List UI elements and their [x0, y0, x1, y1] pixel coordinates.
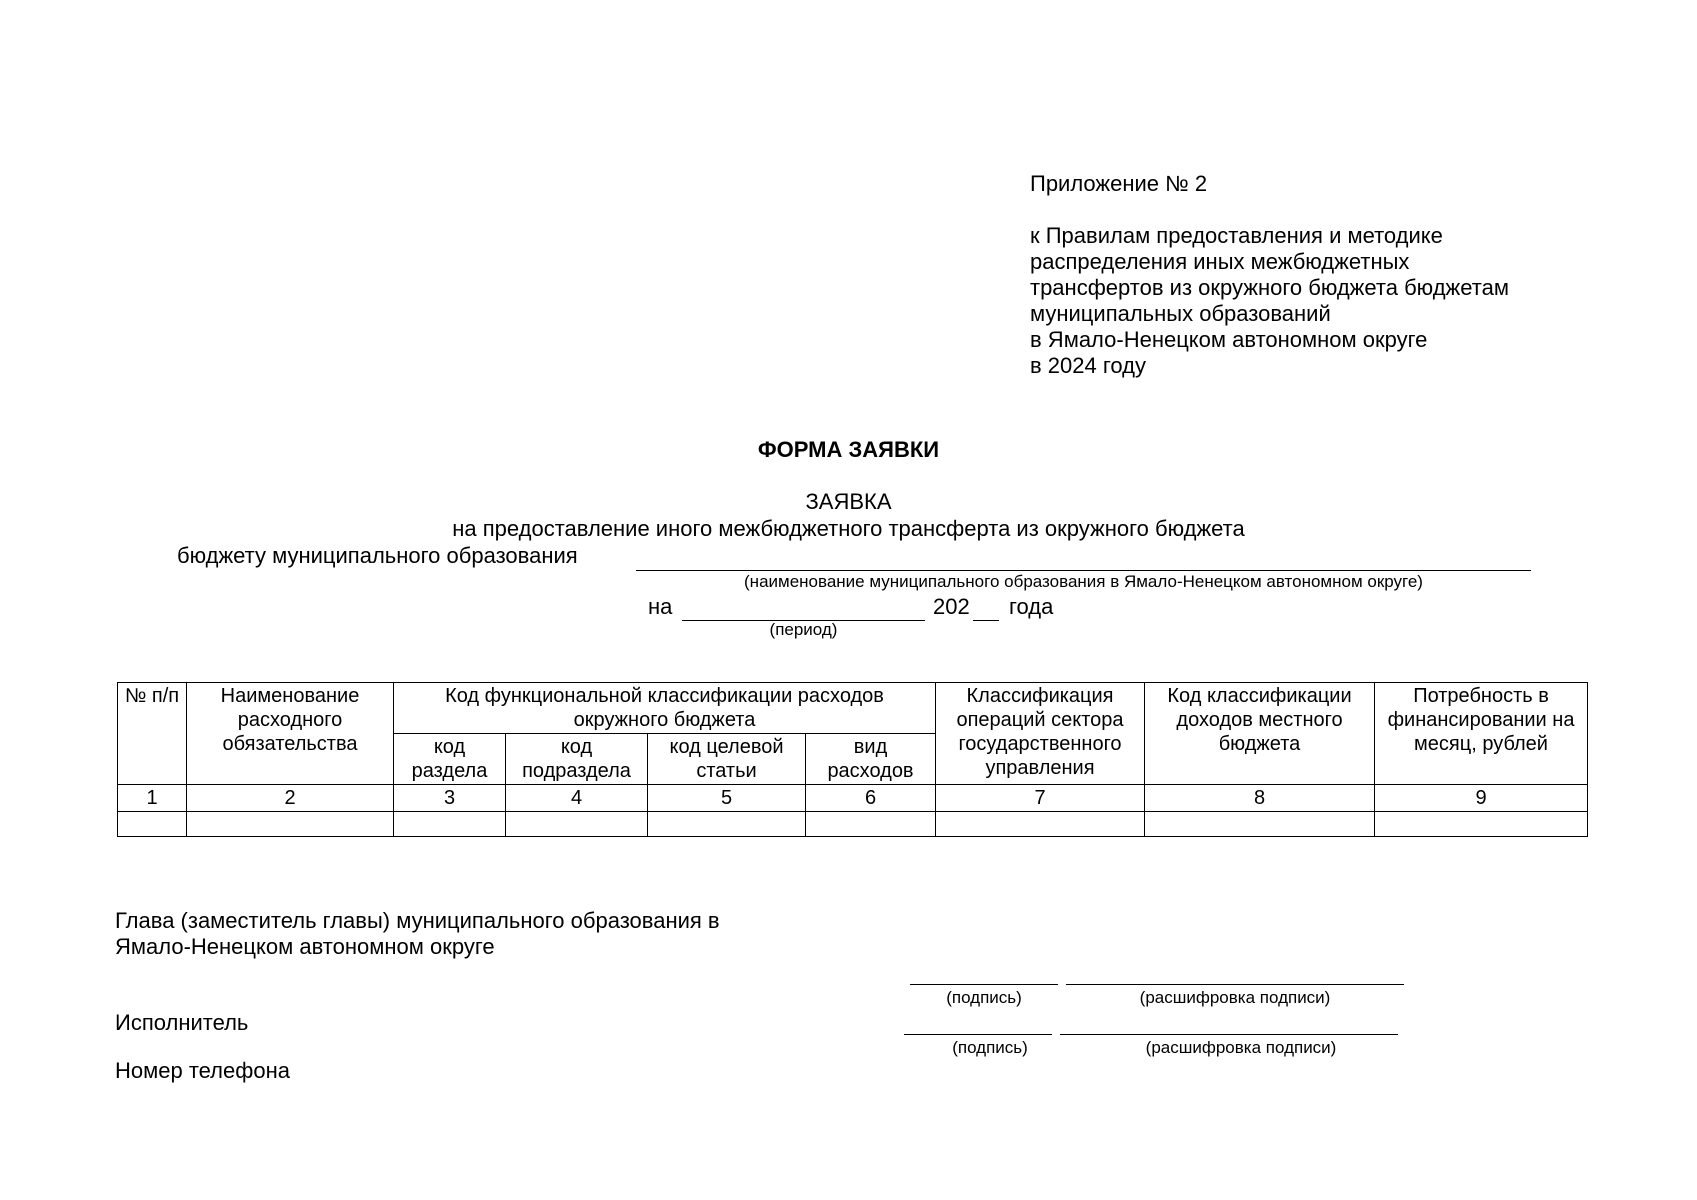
period-line[interactable]	[682, 596, 925, 621]
head-title-line: Глава (заместитель главы) муниципального образования в	[115, 908, 720, 933]
appendix-line: трансфертов из окружного бюджета бюджетам	[1030, 275, 1509, 300]
column-number: 7	[936, 785, 1145, 812]
empty-data-row	[118, 812, 1588, 837]
period-year: 202	[933, 594, 970, 619]
request-title: ЗАЯВКА	[805, 489, 892, 514]
table-cell[interactable]	[806, 812, 936, 837]
table-cell[interactable]	[648, 812, 806, 837]
appendix-block	[1030, 171, 1509, 379]
head-signature-block	[115, 908, 720, 960]
executor-signature-hint: (подпись)	[952, 1038, 1028, 1057]
table-cell[interactable]	[1145, 812, 1375, 837]
header-num: № п/п	[118, 683, 187, 785]
appendix-line: к Правилам предоставления и методике	[1030, 223, 1443, 248]
column-number-row	[118, 785, 1588, 812]
header-need: Потребность в финансировании на месяц, рублей	[1375, 683, 1588, 785]
executor-decoding-line[interactable]	[1060, 1014, 1398, 1035]
form-title: ФОРМА ЗАЯВКИ	[757, 437, 940, 462]
executor-decoding-hint: (расшифровка подписи)	[1145, 1038, 1337, 1057]
column-number: 5	[648, 785, 806, 812]
header-income-code: Код классификации доходов местного бюджета	[1145, 683, 1375, 785]
column-number: 8	[1145, 785, 1375, 812]
column-number: 1	[118, 785, 187, 812]
executor-signature-line[interactable]	[904, 1014, 1052, 1035]
head-decoding-line[interactable]	[1066, 964, 1404, 985]
table-cell[interactable]	[936, 812, 1145, 837]
header-subsection: код подраздела	[506, 734, 648, 785]
year-digits-line[interactable]	[973, 596, 999, 621]
column-number: 2	[187, 785, 394, 812]
phone-label: Номер телефона	[115, 1058, 290, 1083]
header-gov-sector: Классификация операций сектора государственного управления	[936, 683, 1145, 785]
table-cell[interactable]	[394, 812, 506, 837]
head-signature-line[interactable]	[910, 964, 1058, 985]
column-number: 6	[806, 785, 936, 812]
column-number: 4	[506, 785, 648, 812]
column-number: 9	[1375, 785, 1588, 812]
executor-label: Исполнитель	[115, 1010, 249, 1035]
column-number: 3	[394, 785, 506, 812]
period-suffix: года	[1009, 594, 1054, 619]
appendix-line: распределения иных межбюджетных	[1030, 249, 1410, 274]
appendix-line: в 2024 году	[1030, 353, 1146, 378]
head-signature-hint: (подпись)	[946, 988, 1022, 1007]
table-cell[interactable]	[506, 812, 648, 837]
municipality-name-line[interactable]	[636, 546, 1531, 571]
period-prefix: на	[648, 594, 673, 619]
period-hint: (период)	[769, 620, 838, 639]
table-cell[interactable]	[1375, 812, 1588, 837]
request-table	[117, 682, 1588, 837]
header-section: код раздела	[394, 734, 506, 785]
appendix-line: муниципальных образований	[1030, 301, 1331, 326]
municipality-hint: (наименование муниципального образования в Ямало-Ненецком автономном округе)	[744, 572, 1423, 591]
header-target: код целевой статьи	[648, 734, 806, 785]
table-cell[interactable]	[118, 812, 187, 837]
header-expense-type: вид расходов	[806, 734, 936, 785]
header-func-code: Код функциональной классификации расходов окружного бюджета	[394, 683, 936, 734]
head-title-line: Ямало-Ненецком автономном округе	[115, 934, 495, 959]
appendix-number: Приложение № 2	[1030, 171, 1208, 196]
request-subtitle: на предоставление иного межбюджетного трансферта из окружного бюджета	[452, 516, 1245, 541]
table-cell[interactable]	[187, 812, 394, 837]
header-obligation: Наименование расходного обязательства	[187, 683, 394, 785]
budget-label: бюджету муниципального образования	[177, 543, 578, 568]
appendix-line: в Ямало-Ненецком автономном округе	[1030, 327, 1428, 352]
head-decoding-hint: (расшифровка подписи)	[1139, 988, 1331, 1007]
